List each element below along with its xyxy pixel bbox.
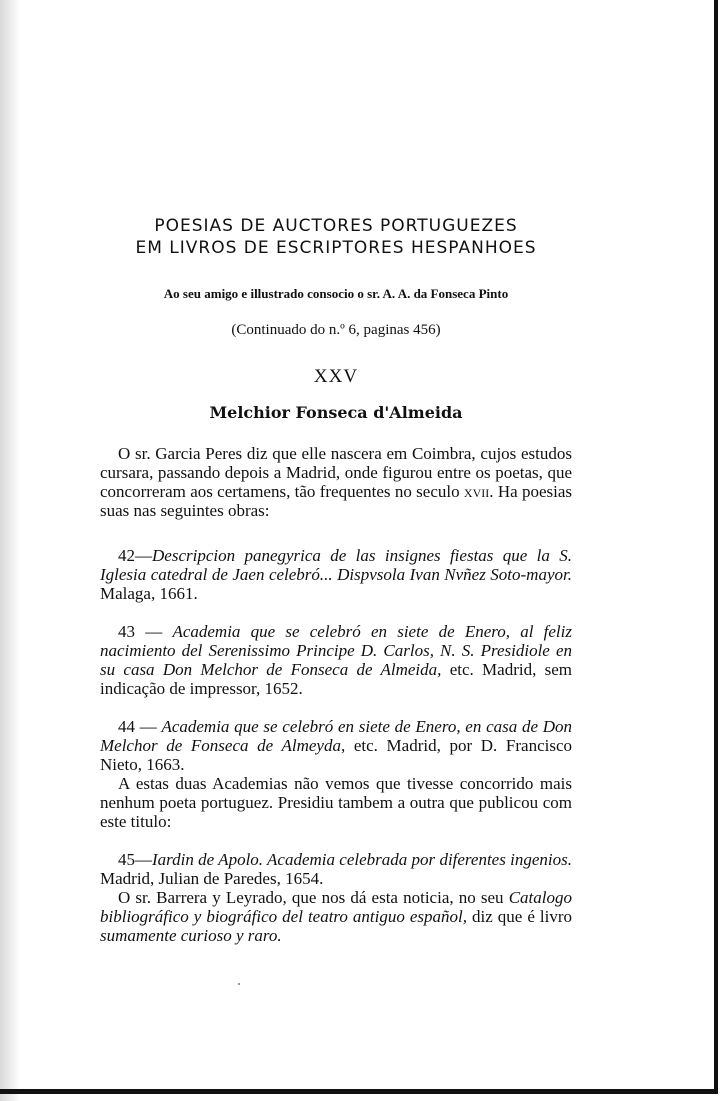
- continuation-note: (Continuado do n.º 6, paginas 456): [231, 322, 441, 338]
- entry-42-number: 42—: [118, 546, 152, 565]
- entry-45-number: 45—: [118, 850, 152, 869]
- barrera-catalogue-title: Catalogo bibliográfico y biográfico del teatro antiguo español,: [100, 888, 572, 926]
- entry-42-imprint: Malaga, 1661.: [100, 584, 198, 603]
- entry-43: [100, 622, 572, 698]
- entry-42: [100, 546, 572, 603]
- document-page: [100, 215, 572, 945]
- barrera-paragraph: [100, 888, 572, 945]
- barrera-quote: sumamente curioso y raro.: [100, 926, 282, 945]
- intro-text-a: O sr. Garcia Peres diz que elle nascera em Coimbra, cujos estudos cursara, passando depois a Madrid, onde figurou entre os poetas, que concorreram aos certamens, tão frequentes no seculo: [100, 444, 572, 501]
- entry-45: [100, 850, 572, 888]
- entry-44-imprint: etc. Madrid, por D. Francisco Nieto, 1663.: [100, 736, 572, 774]
- entry-45-imprint: Madrid, Julian de Paredes, 1654.: [100, 869, 324, 888]
- dedication: Ao seu amigo e illustrado consocio o sr. A. A. da Fonseca Pinto: [163, 286, 509, 301]
- entry-42-title: Descripcion panegyrica de las insignes fiestas que la S. Iglesia catedral de Jaen celebró... Dispvsola Ivan Nvñez Soto-mayor.: [100, 546, 572, 584]
- intro-century: xvii: [463, 482, 490, 501]
- entry-43-number: 43 —: [118, 622, 173, 641]
- article-title-line-1: POESIAS DE AUCTORES PORTUGUEZES: [154, 216, 518, 236]
- entry-44-number: 44 —: [118, 717, 162, 736]
- intro-paragraph: [100, 444, 572, 520]
- entry-44: [100, 717, 572, 774]
- entry-43-title: Academia que se celebró en siete de Enero, al feliz nacimiento del Serenissimo Principe D. Carlos, N. S. Presidiole en su casa Don Melchor de Fonseca de Almeida,: [100, 622, 572, 679]
- entry-45-title: Iardin de Apolo. Academia celebrada por diferentes ingenios.: [152, 850, 572, 869]
- academias-note: A estas duas Academias não vemos que tivesse concorrido mais nenhum poeta portuguez. Presidiu tambem a outra que publicou com este titulo:: [100, 774, 572, 831]
- section-author: Melchior Fonseca d'Almeida: [209, 403, 463, 422]
- barrera-text-a: O sr. Barrera y Leyrado, que nos dá esta noticia, no seu: [118, 888, 509, 907]
- entry-44-title: Academia que se celebró en siete de Enero, en casa de Don Melchor de Fonseca de Almeyda,: [100, 717, 573, 755]
- page-speck: [238, 983, 240, 985]
- article-title-line-2: EM LIVROS DE ESCRIPTORES HESPANHOES: [135, 238, 537, 258]
- section-number: XXV: [313, 366, 359, 387]
- entry-43-imprint: etc. Madrid, sem indicação de impressor, 1652.: [100, 660, 572, 698]
- intro-text-b: . Ha poesias suas nas seguintes obras:: [100, 482, 572, 520]
- barrera-text-b: diz que é livro: [467, 907, 573, 926]
